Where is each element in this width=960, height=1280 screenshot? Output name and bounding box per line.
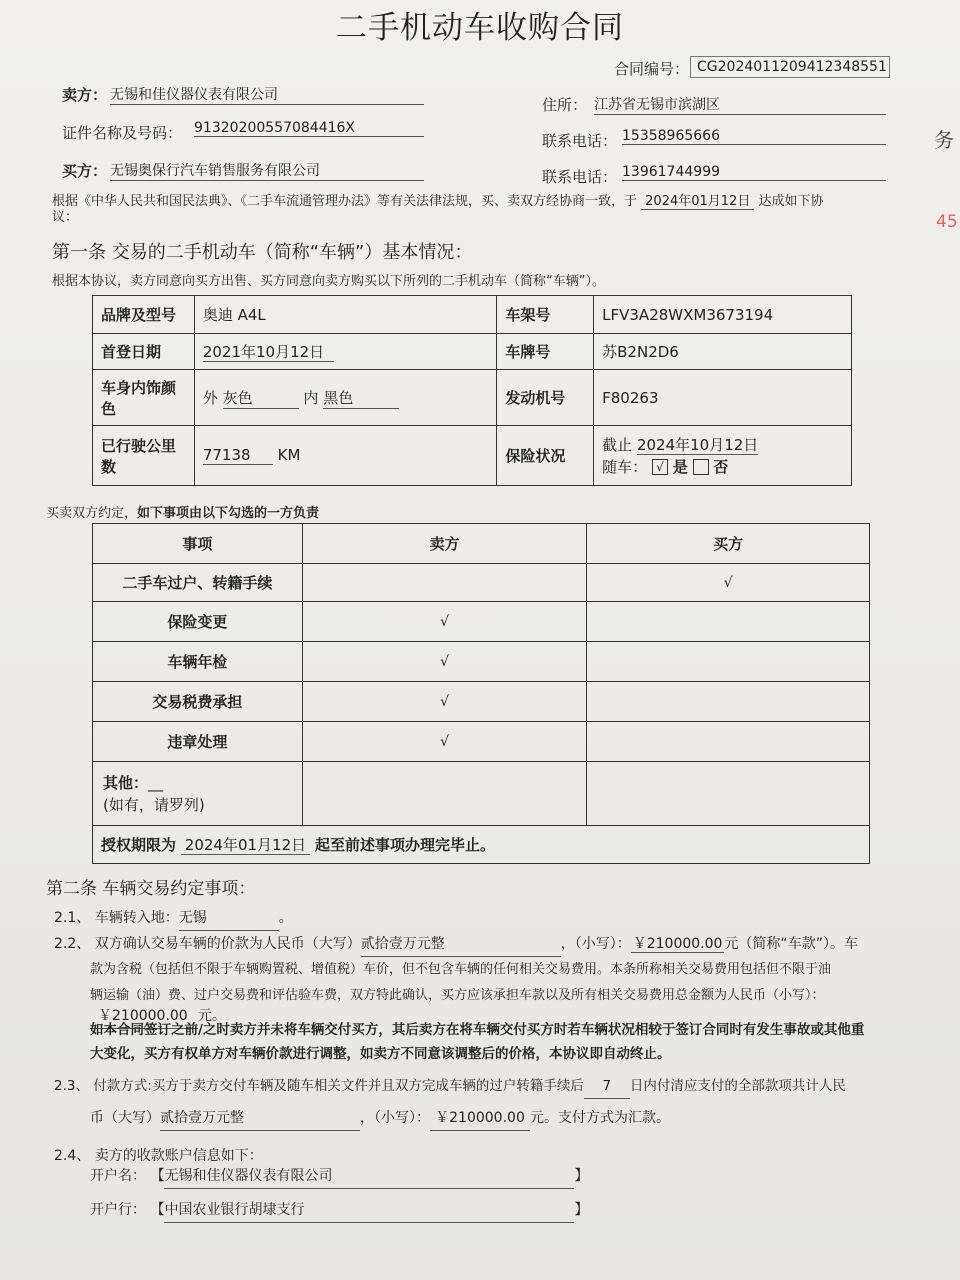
duty-other-blank: __ bbox=[148, 773, 164, 792]
clause-2-3-line2: 币（大写）贰拾壹万元整 ，（小写）： ￥210000.00 元。支付方式为汇款。 bbox=[90, 1106, 670, 1131]
mileage-cell bbox=[194, 426, 496, 486]
article1-intro: 根据本协议，卖方同意向买方出售、买方同意向卖方购买以下所列的二手机动车（简称“车辆”）。 bbox=[52, 274, 605, 289]
engine-value: F80263 bbox=[594, 370, 852, 426]
total-amount: ￥210000.00 bbox=[90, 1004, 198, 1029]
plate-value: 苏B2N2D6 bbox=[594, 334, 852, 370]
account-name: 无锡和佳仪器仪表有限公司 bbox=[164, 1164, 574, 1189]
duty-item: 保险变更 bbox=[93, 602, 303, 642]
duty-buyer-check bbox=[587, 602, 870, 642]
duty-seller-check bbox=[302, 564, 587, 602]
duty-table bbox=[92, 523, 870, 864]
seller-phone-label: 联系电话： bbox=[542, 132, 618, 150]
payment-upper: 贰拾壹万元整 bbox=[160, 1106, 360, 1131]
contract-no-label: 合同编号： bbox=[614, 60, 690, 78]
duty-row bbox=[93, 564, 870, 602]
duty-intro: 买卖双方约定，如下事项由以下勾选的一方负责 bbox=[46, 506, 320, 521]
engine-label: 发动机号 bbox=[497, 370, 594, 426]
brand-value: 奥迪 A4L bbox=[194, 296, 496, 334]
plate-label: 车牌号 bbox=[497, 334, 594, 370]
mileage-label: 已行驶公里数 bbox=[93, 426, 195, 486]
duty-buyer-check bbox=[587, 722, 870, 762]
clause-2-4: 2.4、 卖方的收款账户信息如下： bbox=[54, 1148, 263, 1164]
vin-label: 车架号 bbox=[497, 296, 594, 334]
intro-text-2: 议： bbox=[52, 210, 79, 225]
duty-other-cell bbox=[93, 762, 303, 826]
clause-2-2-line1: 2.2、 双方确认交易车辆的价款为人民币（大写）贰拾壹万元整 ，（小写）： ￥210000.00 元（简称“车款”）。车 bbox=[54, 932, 858, 957]
int-prefix: 内 bbox=[303, 388, 319, 407]
clause-2-3-line1: 2.3、 付款方式:买方于卖方交付车辆及随车相关文件并且双方完成车辆的过户转籍手续后 7 日内付清应支付的全部款项共计人民 bbox=[54, 1074, 846, 1099]
cert-value: 91320200557084416X bbox=[194, 120, 424, 137]
duty-seller-check: √ bbox=[302, 722, 587, 762]
duty-other-note: (如有，请罗列) bbox=[103, 795, 205, 814]
clause-2-2-line2: 款为含税（包括但不限于车辆购置税、增值税）车价，但不包含车辆的任何相关交易费用。本条所称相关交易费用包括但不限于油 bbox=[90, 962, 832, 977]
clause-2-2-line3: 辆运输（油）费、过户交易费和评估验车费，双方特此确认，买方应该承担车款以及所有相关交易费用总金额为人民币（小写）： bbox=[90, 988, 825, 1003]
account-name-row: 开户名： 【无锡和佳仪器仪表有限公司 】 bbox=[90, 1164, 588, 1189]
int-color: 黑色 bbox=[323, 387, 399, 409]
duty-item: 违章处理 bbox=[93, 722, 303, 762]
reg-value: 2021年10月12日 bbox=[203, 343, 334, 362]
insurance-yes-label: 是 bbox=[672, 457, 688, 476]
brand-label: 品牌及型号 bbox=[93, 296, 195, 334]
seller-name: 无锡和佳仪器仪表有限公司 bbox=[110, 84, 424, 105]
address-value: 江苏省无锡市滨湖区 bbox=[594, 94, 886, 115]
cert-label: 证件名称及号码： bbox=[62, 124, 183, 142]
price-lower: ￥210000.00 bbox=[632, 936, 723, 952]
duty-buyer-check: √ bbox=[587, 564, 870, 602]
duty-col-item: 事项 bbox=[93, 524, 303, 564]
payment-lower: ￥210000.00 bbox=[430, 1106, 530, 1131]
vin-value: LFV3A28WXM3673194 bbox=[594, 296, 852, 334]
duty-seller-check: √ bbox=[302, 602, 587, 642]
page-title: 二手机动车收购合同 bbox=[336, 10, 624, 46]
insurance-follow-label: 随车： bbox=[602, 457, 648, 476]
duty-row bbox=[93, 682, 870, 722]
edge-mark-top: 务 bbox=[934, 128, 954, 152]
insurance-cell bbox=[594, 426, 852, 486]
insurance-until: 2024年10月12日 bbox=[636, 435, 759, 454]
duty-row bbox=[93, 642, 870, 682]
intro-text: 根据《中华人民共和国民法典》、《二手车流通管理办法》等有关法律法规，买、卖双方经协商一致，于 2024年01月12日 达成如下协 bbox=[52, 194, 824, 209]
reg-cell bbox=[194, 334, 496, 370]
intro-date: 2024年01月12日 bbox=[641, 194, 754, 210]
duty-buyer-check bbox=[587, 682, 870, 722]
address-label: 住所： bbox=[542, 96, 588, 114]
insurance-no-checkbox[interactable] bbox=[693, 459, 709, 475]
bank-row: 开户行： 【中国农业银行胡埭支行 】 bbox=[90, 1198, 588, 1223]
duty-item: 车辆年检 bbox=[93, 642, 303, 682]
duty-other-seller bbox=[302, 762, 587, 826]
account-name-label: 开户名： bbox=[90, 1168, 146, 1184]
payment-days: 7 bbox=[584, 1074, 630, 1099]
auth-date: 2024年01月12日 bbox=[181, 836, 310, 855]
bank-label: 开户行： bbox=[90, 1202, 146, 1218]
duty-row bbox=[93, 722, 870, 762]
duty-other-buyer bbox=[587, 762, 870, 826]
color-label: 车身内饰颜色 bbox=[93, 370, 195, 426]
color-cell bbox=[194, 370, 496, 426]
insurance-until-prefix: 截止 bbox=[602, 435, 633, 454]
seller-label: 卖方： bbox=[62, 86, 108, 104]
seller-phone-value: 15358965666 bbox=[622, 128, 886, 145]
insurance-no-label: 否 bbox=[713, 457, 729, 476]
buyer-phone-value: 13961744999 bbox=[622, 164, 886, 181]
insurance-label: 保险状况 bbox=[497, 426, 594, 486]
auth-tail: 起至前述事项办理完毕止。 bbox=[314, 836, 495, 854]
edge-mark-red: 45 bbox=[936, 212, 958, 232]
contract-no-value: CG202401120941234855​1 bbox=[690, 56, 890, 78]
buyer-phone-label: 联系电话： bbox=[542, 168, 618, 186]
bank-name: 中国农业银行胡埭支行 bbox=[164, 1198, 574, 1223]
duty-seller-check: √ bbox=[302, 642, 587, 682]
ext-prefix: 外 bbox=[202, 388, 218, 407]
auth-label: 授权期限为 bbox=[101, 836, 177, 854]
duty-other-label: 其他： bbox=[103, 773, 149, 792]
clause-2-2-line4: ￥210000.00 元。 bbox=[90, 1004, 226, 1029]
adjustment-clause-2: 大变化，买方有权单方对车辆价款进行调整，如卖方不同意该调整后的价格，本协议即自动终止。 bbox=[90, 1046, 671, 1062]
clause-2-1: 2.1、 车辆转入地：无锡 。 bbox=[54, 906, 293, 931]
authorization-row bbox=[93, 826, 870, 864]
transfer-city: 无锡 bbox=[179, 906, 279, 931]
mileage-value: 77138 bbox=[203, 446, 273, 465]
duty-item: 二手车过户、转籍手续 bbox=[93, 564, 303, 602]
buyer-name: 无锡奥保行汽车销售服务有限公司 bbox=[110, 160, 424, 181]
reg-label: 首登日期 bbox=[93, 334, 195, 370]
duty-buyer-check bbox=[587, 642, 870, 682]
duty-col-seller: 卖方 bbox=[302, 524, 587, 564]
ext-color: 灰色 bbox=[223, 387, 299, 409]
vehicle-info-table bbox=[92, 295, 852, 486]
article2-title: 第二条 车辆交易约定事项： bbox=[46, 879, 256, 899]
buyer-label: 买方： bbox=[62, 162, 108, 180]
article1-title: 第一条 交易的二手机动车（简称“车辆”）基本情况： bbox=[52, 242, 473, 263]
mileage-unit: KM bbox=[277, 446, 301, 464]
duty-col-buyer: 买方 bbox=[587, 524, 870, 564]
adjustment-clause-1: 如本合同签订之前/之时卖方并未将车辆交付买方，其后卖方在将车辆交付买方时若车辆状况相较于签订合同时有发生事故或其他重 bbox=[90, 1022, 865, 1038]
duty-item: 交易税费承担 bbox=[93, 682, 303, 722]
duty-seller-check: √ bbox=[302, 682, 587, 722]
insurance-yes-checkbox[interactable]: √ bbox=[652, 459, 668, 475]
duty-row bbox=[93, 602, 870, 642]
price-upper: 贰拾壹万元整 bbox=[361, 932, 561, 957]
